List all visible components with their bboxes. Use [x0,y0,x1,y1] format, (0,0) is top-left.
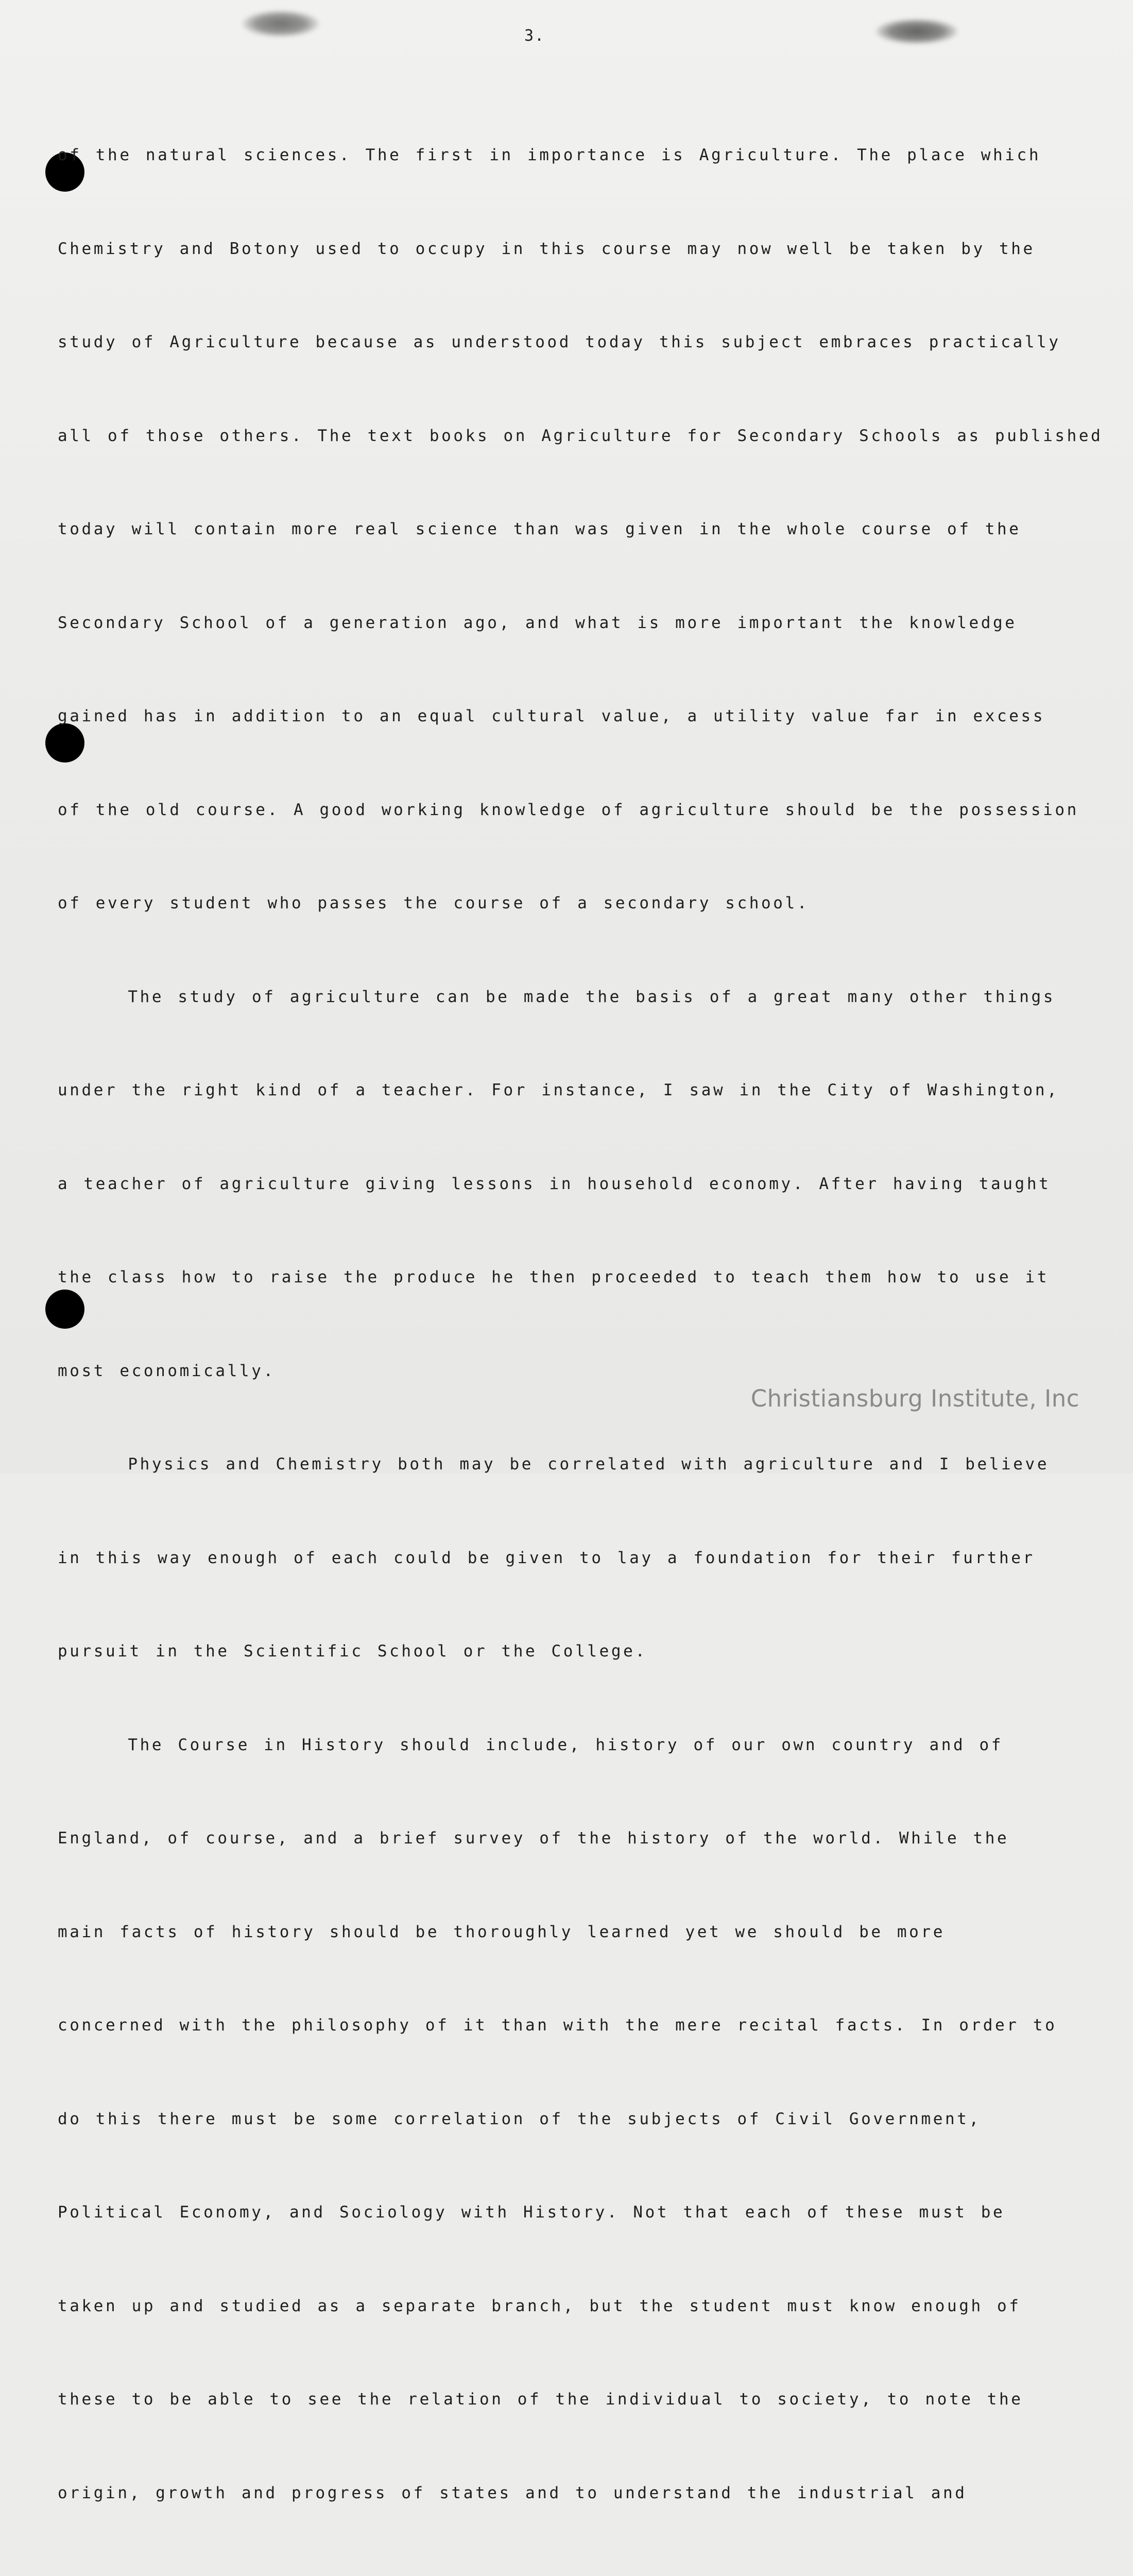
text-line: Chemistry and Botony used to occupy in this course may now well be taken by the [58,239,1035,258]
text-line: Political Economy, and Sociology with History. Not that each of these must be [58,2203,1005,2222]
text-line: main facts of history should be thoroughly learned yet we should be more [58,1922,945,1941]
text-line: England, of course, and a brief survey of the history of the world. While the [58,1829,1009,1848]
text-line: of every student who passes the course of a secondary school. [58,894,810,912]
text-line: most economically. [58,1361,276,1380]
text-line [58,2571,1113,2576]
watermark: Christiansburg Institute, Inc [750,1385,1079,1412]
text-line: all of those others. The text books on Agriculture for Secondary Schools as published [58,426,1103,445]
text-line: of the natural sciences. The first in importance is Agriculture. The place which [58,146,1041,164]
typed-text-body [58,77,1113,2576]
text-line: today will contain more real science than was given in the whole course of the [58,520,1021,538]
text-line: Physics and Chemistry both may be correlated with agriculture and I believe [58,1455,1050,1473]
text-line: in this way enough of each could be given to lay a foundation for their further [58,1548,1035,1567]
text-line: origin, growth and progress of states and to understand the industrial and [58,2483,967,2502]
text-line: these to be able to see the relation of the individual to society, to note the [58,2390,1023,2409]
text-line: Secondary School of a generation ago, and what is more important the knowledge [58,613,1017,632]
text-line: the class how to raise the produce he then proceeded to teach them how to use it [58,1268,1050,1286]
text-line: do this there must be some correlation of the subjects of Civil Government, [58,2109,981,2128]
text-line: The Course in History should include, history of our own country and of [58,1735,1004,1754]
ink-smudge [242,10,319,37]
text-line: under the right kind of a teacher. For instance, I saw in the City of Washington, [58,1081,1059,1099]
text-line: taken up and studied as a separate branch, but the student must know enough of [58,2296,1021,2315]
text-line: a teacher of agriculture giving lessons in household economy. After having taught [58,1174,1051,1193]
text-line: The study of agriculture can be made the basis of a great many other things [58,987,1056,1006]
text-line: of the old course. A good working knowledge of agriculture should be the possession [58,800,1079,819]
ink-smudge [876,19,958,44]
text-line: study of Agriculture because as understood today this subject embraces practically [58,333,1061,351]
text-line: pursuit in the Scientific School or the College. [58,1642,647,1660]
text-line: gained has in addition to an equal cultural value, a utility value far in excess [58,707,1045,725]
text-line: concerned with the philosophy of it than with the mere recital facts. In order to [58,2016,1057,2035]
page-number: 3. [524,27,545,45]
